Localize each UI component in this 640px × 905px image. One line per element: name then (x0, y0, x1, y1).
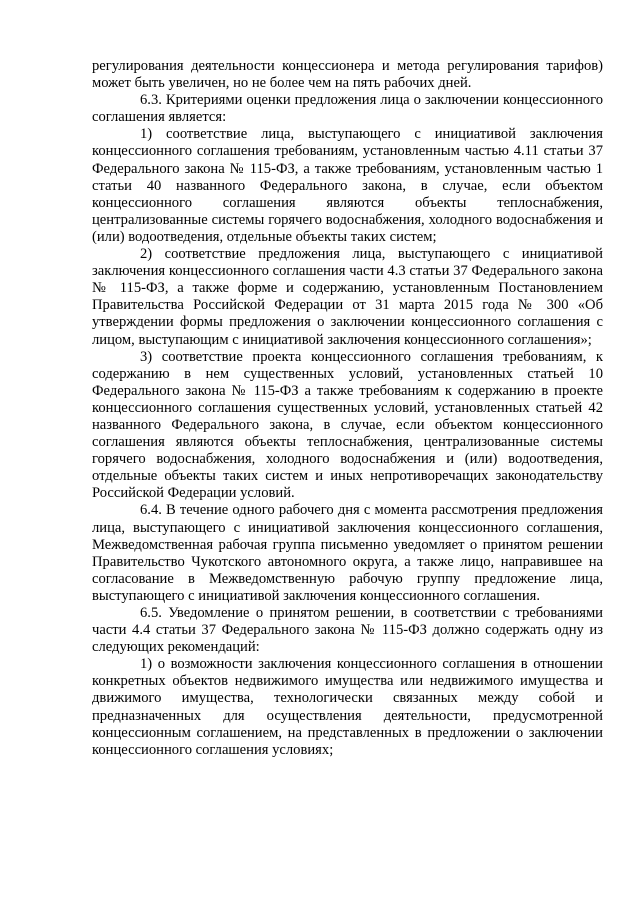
paragraph-6-5: 6.5. Уведомление о принятом решении, в соответствии с требованиями части 4.4 статьи 37 Федерального закона № 115-ФЗ должно содержать одну из следующих рекомендаций: (92, 605, 603, 656)
paragraph-continuation: регулирования деятельности концессионера и метода регулирования тарифов) может быть увеличен, но не более чем на пять рабочих дней. (92, 58, 603, 92)
paragraph-6-3-item-3: 3) соответствие проекта концессионного соглашения требованиям, к содержанию в нем существенных условий, установленных статьей 10 Федерального закона № 115-ФЗ а также требованиям к содержанию в проекте концессионного соглашения существенных условий, установленных статьей 42 названного Федерального закона, в случае, если объектом концессионного соглашения являются объекты теплоснабжения, централизованные системы горячего водоснабжения, холодного водоснабжения и (или) водоотведения, отдельные объекты таких систем и иных непротиворечащих законодательству Российской Федерации условий. (92, 348, 603, 502)
paragraph-6-3-item-1: 1) соответствие лица, выступающего с инициативой заключения концессионного соглашения требованиям, установленным частью 4.11 статьи 37 Федерального закона № 115-ФЗ, а также требованиям, установленным частью 1 статьи 40 названного Федерального закона, в случае, если объектом концессионного соглашения являются объекты теплоснабжения, централизованные системы горячего водоснабжения, холодного водоснабжения и (или) водоотведения, отдельные объекты таких систем; (92, 126, 603, 245)
paragraph-6-5-item-1: 1) о возможности заключения концессионного соглашения в отношении конкретных объектов недвижимого имущества или недвижимого имущества и движимого имущества, технологически связанных между собой и предназначенных для осуществления деятельности, предусмотренной концессионным соглашением, на представленных в предложении о заключении концессионного соглашения условиях; (92, 656, 603, 758)
paragraph-6-3-item-2: 2) соответствие предложения лица, выступающего с инициативой заключения концессионного соглашения части 4.3 статьи 37 Федерального закона № 115-ФЗ, а также форме и содержанию, установленным Постановлением Правительства Российской Федерации от 31 марта 2015 года № 300 «Об утверждении формы предложения о заключении концессионного соглашения с лицом, выступающим с инициативой заключения концессионного соглашения»; (92, 246, 603, 348)
document-page (92, 58, 603, 759)
paragraph-6-4: 6.4. В течение одного рабочего дня с момента рассмотрения предложения лица, выступающего с инициативой заключения концессионного соглашения, Межведомственная рабочая группа письменно уведомляет о принятом решении Правительство Чукотского автономного округа, а также лицо, направившее на согласование в Межведомственную рабочую группу предложение лица, выступающего с инициативой заключения концессионного соглашения. (92, 502, 603, 604)
paragraph-6-3-heading: 6.3. Критериями оценки предложения лица о заключении концессионного соглашения является: (92, 92, 603, 126)
